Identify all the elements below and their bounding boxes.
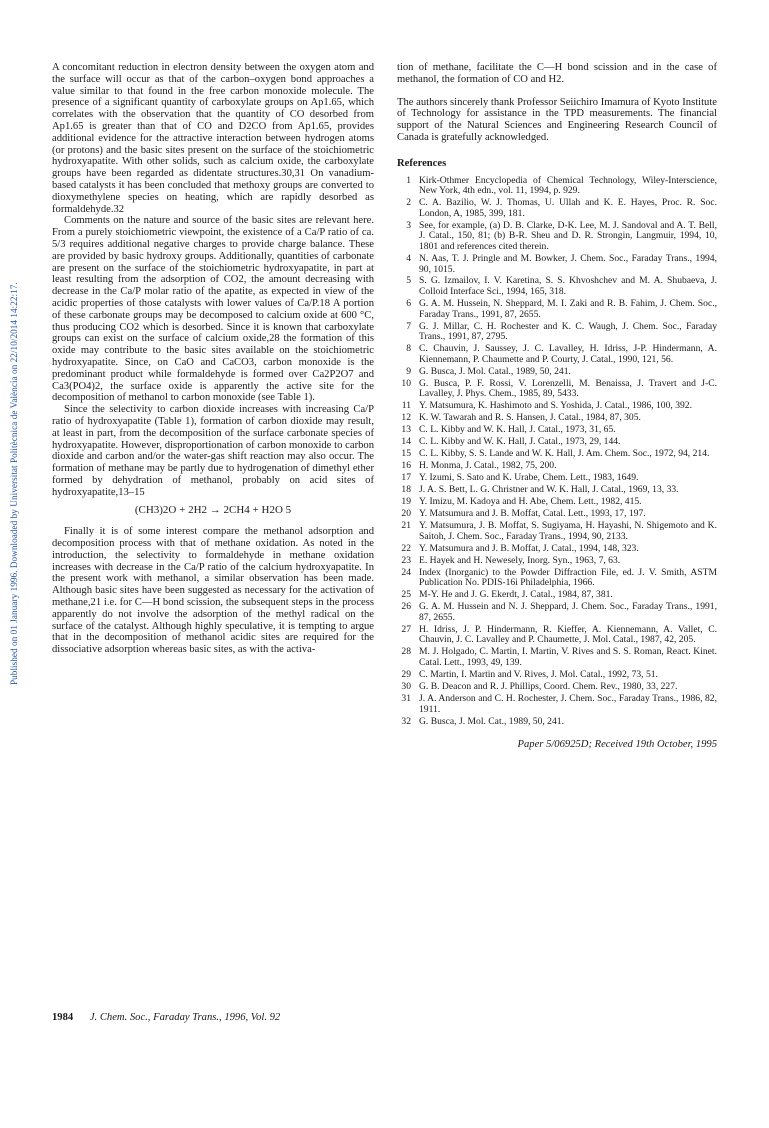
reference-text: K. W. Tawarah and R. S. Hansen, J. Catal., 1984, 87, 305. <box>419 412 641 424</box>
reference-text: Y. Matsumura, K. Hashimoto and S. Yoshida, J. Catal., 1986, 100, 392. <box>419 400 692 412</box>
reference-item <box>397 254 717 275</box>
reference-text: Y. Matsumura and J. B. Moffat, Catal. Lett., 1993, 17, 197. <box>419 508 646 520</box>
reference-text: Index (Inorganic) to the Powder Diffraction File, ed. J. V. Smith, ASTM Publication No. PDIS-16i Philadelphia, 1966. <box>419 566 717 589</box>
reference-text: N. Aas, T. J. Pringle and M. Bowker, J. Chem. Soc., Faraday Trans., 1994, 90, 1015. <box>419 252 717 275</box>
reference-number: 7 <box>406 320 411 332</box>
reference-item <box>397 379 717 400</box>
reference-number: 24 <box>401 566 411 578</box>
reference-number: 18 <box>401 484 411 496</box>
reference-number: 3 <box>406 219 411 231</box>
page-number: 1984 <box>52 1012 74 1023</box>
reference-text: Kirk-Othmer Encyclopedia of Chemical Technology, Wiley-Interscience, New York, 4th edn., vol. 11, 1994, p. 929. <box>419 174 717 197</box>
reference-number: 30 <box>401 681 411 693</box>
reference-text: M. J. Holgado, C. Martin, I. Martin, V. Rives and S. S. Roman, React. Kinet. Catal. Lett., 1993, 49, 139. <box>419 646 717 669</box>
reference-item <box>397 344 717 365</box>
reference-item <box>397 556 717 567</box>
reference-text: Y. Imizu, M. Kadoya and H. Abe, Chem. Lett., 1982, 415. <box>419 496 642 508</box>
reference-text: C. Chauvin, J. Saussey, J. C. Lavalley, H. Idriss, J-P. Hindermann, A. Kiennemann, P. Chaumette and P. Courty, J. Catal., 1990, 121, 56. <box>419 343 717 365</box>
reference-number: 5 <box>406 275 411 287</box>
reference-text: G. Busca, J. Mol. Catal., 1989, 50, 241. <box>419 365 571 377</box>
reference-item <box>397 449 717 460</box>
right-column <box>397 62 717 751</box>
reference-item <box>397 413 717 424</box>
reference-number: 32 <box>401 715 411 727</box>
reference-item <box>397 485 717 496</box>
references-heading: References <box>397 157 447 169</box>
reference-item <box>397 367 717 378</box>
body-paragraph: Comments on the nature and source of the basic sites are relevant here. From a purely stoichiometric viewpoint, the existence of a Ca/P ratio of ca. 5/3 requires additional negative charges to provide charge balance. These are provided by basic hydroxy groups. Additionally, quantities of carbonate are present on the surface of the stoichiometric hydroxyapatite, in part at least resulting from the adsorption of CO2, the amount decreasing with decrease in the Ca/P molar ratio of the apatite, as expected in view of the acidic properties of those catalysts with lower values of Ca/P.18 A portion of these carbonate groups may be decomposed to calcium oxide at 600 °C, thus producing CO2 which is desorbed. Since it is known that carboxylate groups can exist on the surface of calcium oxide,28 the formation of this oxide may contribute to the basic sites available on the stoichiometric hydroxyapatite. Since, on CaO and CaCO3, carbon monoxide is the predominant product while formaldehyde is formed over Ca2P2O7 and Ca3(PO4)2, the surface oxide is apparently the active site for the decomposition of methanol to carbon monoxide (see Table 1). <box>52 215 374 404</box>
reference-number: 16 <box>401 460 411 472</box>
paper-received-note: Paper 5/06925D; Received 19th October, 1995 <box>517 739 717 751</box>
reference-item <box>397 625 717 646</box>
reference-item <box>397 544 717 555</box>
reference-item <box>397 602 717 623</box>
reference-number: 25 <box>401 589 411 601</box>
reference-number: 22 <box>401 542 411 554</box>
reference-number: 1 <box>406 174 411 186</box>
reference-number: 17 <box>401 472 411 484</box>
download-notice: Published on 01 January 1996. Downloaded by Universitat Politècnica de València on 22/10/2014 14:22:17. <box>9 282 19 685</box>
acknowledgement: The authors sincerely thank Professor Seiichiro Imamura of Kyoto Institute of Technology for assistance in the TPD measurements. The financial support of the Natural Sciences and Engineering Research Council of Canada is gratefully acknowledged. <box>397 96 717 143</box>
reference-number: 23 <box>401 554 411 566</box>
reference-item <box>397 299 717 320</box>
reference-item <box>397 647 717 668</box>
reference-text: C. Martin, I. Martin and V. Rives, J. Mol. Catal., 1992, 73, 51. <box>419 669 658 681</box>
reference-item <box>397 276 717 297</box>
reference-item <box>397 670 717 681</box>
reference-number: 21 <box>401 520 411 532</box>
reference-text: C. L. Kibby, S. S. Lande and W. K. Hall, J. Am. Chem. Soc., 1972, 94, 214. <box>419 448 710 460</box>
reference-text: J. A. S. Bett, L. G. Christner and W. K. Hall, J. Catal., 1969, 13, 33. <box>419 484 679 496</box>
reference-text: H. Idriss, J. P. Hindermann, R. Kieffer, A. Kiennemann, A. Vallet, C. Chauvin, J. C. Lavalley and P. Chaumette, J. Mol. Catal., 1987, 42, 205. <box>419 623 717 646</box>
reference-item <box>397 322 717 343</box>
body-paragraph: Finally it is of some interest compare the methanol adsorption and decomposition process with that of methane oxidation. As noted in the introduction, the selectivity to formaldehyde in methane oxidation increases with decrease in the Ca/P ratio of the calcium hydroxyapatite. In the present work with methanol, a similar observation has been made. Although basic sites have been suggested as necessary for the activation of methane,21 i.e. for C—H bond scission, the subsequent steps in the process apparently do not involve the adsorption of the methyl radical on the surface of the catalyst. Although highly speculative, it is tempting to argue that in the decomposition of methanol acidic sites are required for the dissociative adsorption whereas basic sites, as with the activa- <box>52 526 374 656</box>
reference-number: 26 <box>401 601 411 613</box>
page-footer <box>52 1012 280 1023</box>
reference-number: 29 <box>401 669 411 681</box>
reference-number: 28 <box>401 646 411 658</box>
reference-text: G. A. M. Hussein, N. Sheppard, M. I. Zaki and R. B. Fahim, J. Chem. Soc., Faraday Trans., 1991, 87, 2655. <box>419 298 717 320</box>
reference-number: 8 <box>406 343 411 355</box>
reference-list <box>397 176 717 728</box>
reference-item <box>397 717 717 728</box>
reference-number: 10 <box>401 377 411 389</box>
reference-item <box>397 176 717 197</box>
reference-text: E. Hayek and H. Newesely, Inorg. Syn., 1963, 7, 63. <box>419 554 621 566</box>
journal-citation: J. Chem. Soc., Faraday Trans., 1996, Vol. 92 <box>89 1012 281 1023</box>
reference-item <box>397 497 717 508</box>
reference-number: 31 <box>401 693 411 705</box>
reference-text: Y. Izumi, S. Sato and K. Urabe, Chem. Lett., 1983, 1649. <box>419 472 639 484</box>
reference-item <box>397 568 717 589</box>
reference-number: 12 <box>401 412 411 424</box>
reference-text: G. A. M. Hussein and N. J. Sheppard, J. Chem. Soc., Faraday Trans., 1991, 87, 2655. <box>419 601 717 623</box>
left-column <box>52 62 374 656</box>
reference-text: Y. Matsumura, J. B. Moffat, S. Sugiyama, H. Hayashi, N. Shigemoto and K. Saitoh, J. Chem. Soc., Faraday Trans., 1994, 90, 2133. <box>419 520 717 542</box>
reference-number: 14 <box>401 436 411 448</box>
reference-item <box>397 694 717 715</box>
reference-item <box>397 461 717 472</box>
reference-text: J. A. Anderson and C. H. Rochester, J. Chem. Soc., Faraday Trans., 1986, 82, 1911. <box>419 693 717 715</box>
equation: (CH3)2O + 2H2 → 2CH4 + H2O 5 <box>134 504 292 517</box>
reference-number: 6 <box>406 298 411 310</box>
reference-number: 13 <box>401 424 411 436</box>
reference-item <box>397 521 717 542</box>
reference-number: 19 <box>401 496 411 508</box>
body-paragraph: Since the selectivity to carbon dioxide increases with increasing Ca/P ratio of hydroxyapatite (Table 1), formation of carbon dioxide may result, at least in part, from the decomposition of the surface carbonate species of hydroxyapatite. However, disproportionation of carbon monoxide to carbon dioxide and carbon and/or the water-gas shift reaction may also occur. The formation of methane may be partly due to hydrogenation of dimethyl ether formed by dehydration of methanol, probably on acid sites of hydroxyapatite,13–15 <box>52 404 374 498</box>
reference-number: 9 <box>406 365 411 377</box>
reference-text: C. A. Bazilio, W. J. Thomas, U. Ullah and K. E. Hayes, Proc. R. Soc. London, A, 1985, 399, 181. <box>419 197 717 219</box>
reference-text: Y. Matsumura and J. B. Moffat, J. Catal., 1994, 148, 323. <box>419 542 639 554</box>
reference-text: G. Busca, P. F. Rossi, V. Lorenzelli, M. Benaissa, J. Travert and J-C. Lavalley, J. Phys. Chem., 1985, 89, 5433. <box>419 377 717 400</box>
reference-item <box>397 198 717 219</box>
reference-text: C. L. Kibby and W. K. Hall, J. Catal., 1973, 31, 65. <box>419 424 616 436</box>
reference-number: 20 <box>401 508 411 520</box>
body-paragraph: A concomitant reduction in electron density between the oxygen atom and the surface will occur as that of the carbon–oxygen bond approaches a value similar to that found in the free carbon monoxide molecule. The presence of a significant quantity of carboxylate groups on Ap1.65, which correlates with the observation that the quantity of CO desorbed from Ap1.65 is greater than that of CO and D2CO from Ap1.65, provides additional evidence for the attractive interaction between hydrogen atoms (or protons) and the basic sites present on the surface of the stoichiometric hydroxyapatite. With other solids, such as calcium oxide, the carboxylate groups have been regarded as didentate structures.30,31 On vanadium-based catalysts it has been concluded that methoxy groups are converted to dioxymethylene species on heating, which are rapidly desorbed as formaldehyde.32 <box>52 62 374 215</box>
reference-text: G. Busca, J. Mol. Cat., 1989, 50, 241. <box>419 715 564 727</box>
reference-number: 27 <box>401 623 411 635</box>
reference-number: 15 <box>401 448 411 460</box>
reference-text: H. Monma, J. Catal., 1982, 75, 200. <box>419 460 557 472</box>
reference-item <box>397 425 717 436</box>
reference-item <box>397 437 717 448</box>
reference-text: See, for example, (a) D. B. Clarke, D-K. Lee, M. J. Sandoval and A. T. Bell, J. Catal., 150, 81; (b) B-R. Sheu and D. R. Strongin, Langmuir, 1994, 10, 1801 and references cited therein. <box>419 219 717 252</box>
reference-item <box>397 590 717 601</box>
reference-text: G. B. Deacon and R. J. Phillips, Coord. Chem. Rev., 1980, 33, 227. <box>419 681 678 693</box>
reference-number: 11 <box>401 400 411 412</box>
reference-item <box>397 509 717 520</box>
reference-number: 2 <box>406 197 411 209</box>
reference-text: G. J. Millar, C. H. Rochester and K. C. Waugh, J. Chem. Soc., Faraday Trans., 1991, 87, 2795. <box>419 320 717 343</box>
reference-item <box>397 473 717 484</box>
reference-text: S. G. Izmailov, I. V. Karetina, S. S. Khvoshchev and M. A. Shubaeva, J. Colloid Interface Sci., 1994, 165, 318. <box>419 275 717 298</box>
body-paragraph-continuation: tion of methane, facilitate the C—H bond scission and in the case of methanol, the formation of CO and H2. <box>397 62 717 85</box>
reference-text: M-Y. He and J. G. Ekerdt, J. Catal., 1984, 87, 381. <box>419 589 613 601</box>
reference-number: 4 <box>406 252 411 264</box>
reference-item <box>397 221 717 253</box>
reference-text: C. L. Kibby and W. K. Hall, J. Catal., 1973, 29, 144. <box>419 436 621 448</box>
reference-item <box>397 682 717 693</box>
reference-item <box>397 401 717 412</box>
